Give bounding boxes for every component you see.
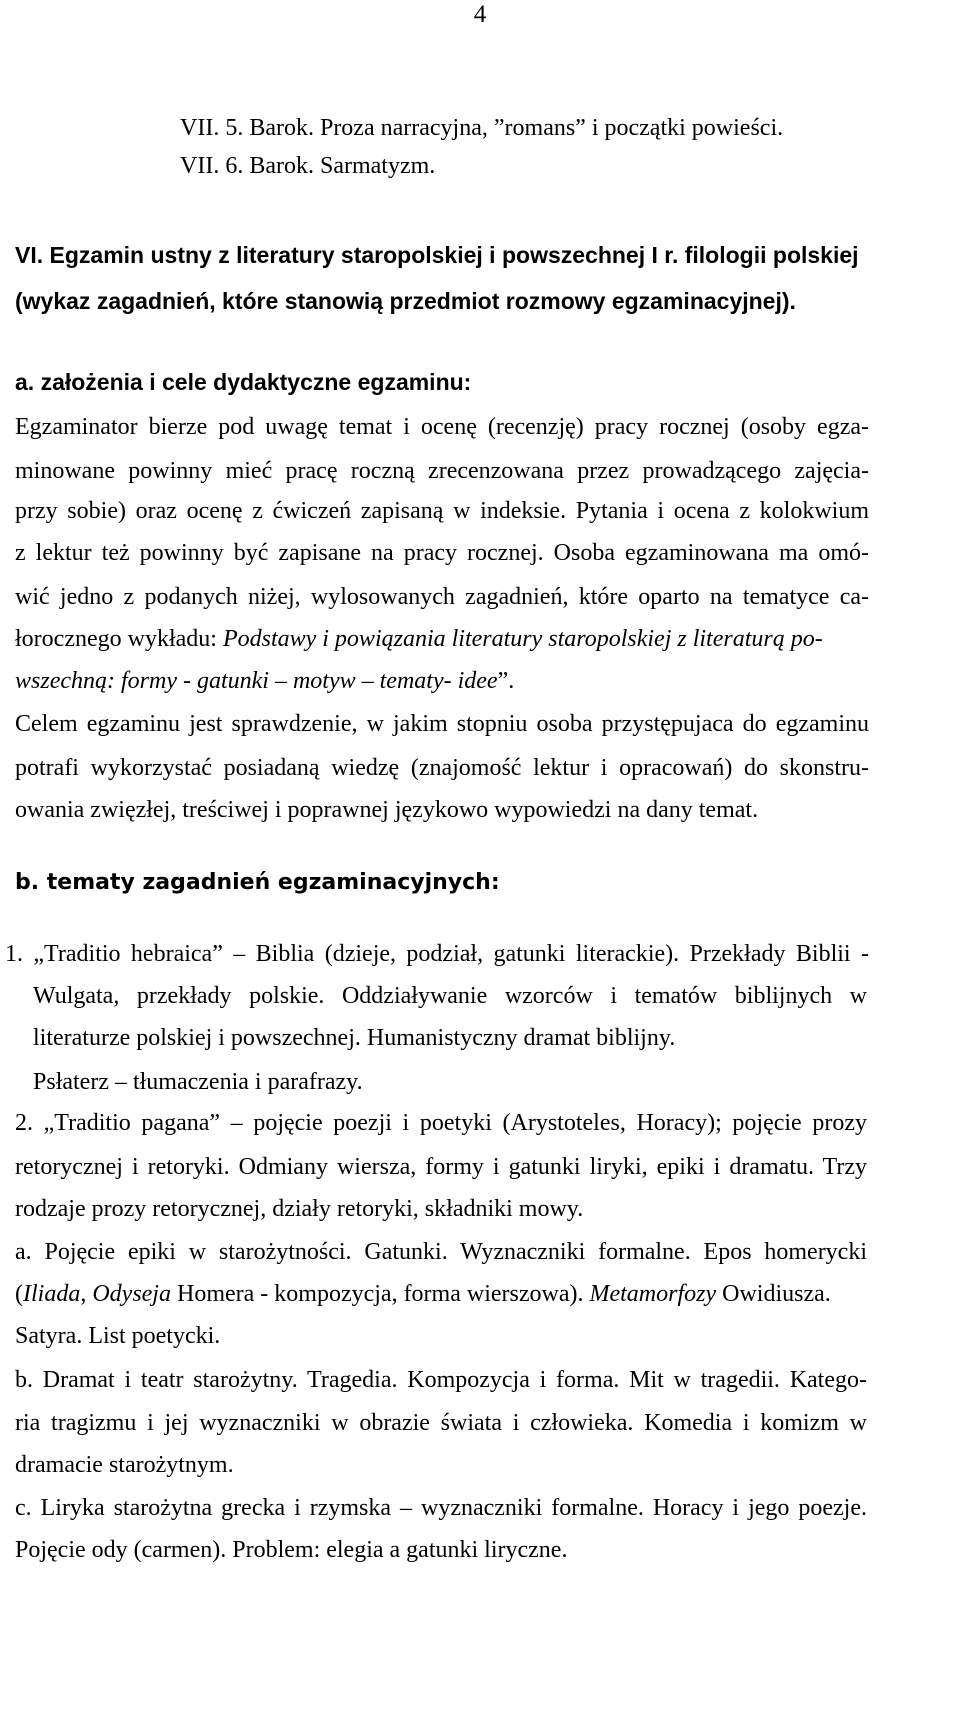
lecture-title-part-1: Podstawy i powiązania literatury staropolskiej z literaturą po- xyxy=(222,626,823,652)
section-a-line-6-start: łorocznego wykładu: xyxy=(15,626,223,652)
paren-open: ( xyxy=(15,1281,23,1307)
item-2-line-2: retorycznej i retoryki. Odmiany wiersza, formy i gatunki liryki, epiki i dramatu. Trzy xyxy=(15,1154,867,1180)
section-a-line-6 xyxy=(15,624,823,654)
section-b-heading: b. tematy zagadnień egzaminacyjnych: xyxy=(15,870,500,895)
owidiusz-text: Owidiusza. xyxy=(716,1281,831,1307)
item-2b-line-1: b. Dramat i teatr starożytny. Tragedia. Kompozycja i forma. Mit w tragedii. Katego- xyxy=(15,1367,867,1393)
section-a-line-2: minowane powinny mieć pracę roczną zrecenzowana przez prowadzącego zajęcia- xyxy=(15,458,869,484)
section-a-line-7 xyxy=(15,666,514,696)
goal-line-2: potrafi wykorzystać posiadaną wiedzę (znajomość lektur i opracowań) do skonstru- xyxy=(15,755,869,781)
section-vi-title: VI. Egzamin ustny z literatury staropolskiej i powszechnej I r. filologii polskiej xyxy=(15,242,859,268)
work-iliada: Iliada xyxy=(23,1281,81,1307)
work-odyseja: Odyseja xyxy=(92,1281,171,1307)
item-2a-line-3: Satyra. List poetycki. xyxy=(15,1323,221,1349)
section-a-line-4: z lektur też powinny być zapisane na pracy rocznej. Osoba egzaminowana ma omó- xyxy=(15,540,869,566)
item-2-line-3: rodzaje prozy retorycznej, działy retoryki, składniki mowy. xyxy=(15,1196,584,1222)
item-2a-line-1: a. Pojęcie epiki w starożytności. Gatunki. Wyznaczniki formalne. Epos homerycki xyxy=(15,1239,867,1265)
item-1-line-3: literaturze polskiej i powszechnej. Humanistyczny dramat biblijny. xyxy=(33,1025,676,1051)
item-1-line-4: Psłaterz – tłumaczenia i parafrazy. xyxy=(33,1069,363,1095)
goal-line-3: owania zwięzłej, treściwej i poprawnej językowo wypowiedzi na dany temat. xyxy=(15,797,759,823)
outline-vii-6: VII. 6. Barok. Sarmatyzm. xyxy=(180,153,436,179)
item-2-line-1: 2. „Traditio pagana” – pojęcie poezji i poetyki (Arystoteles, Horacy); pojęcie prozy xyxy=(15,1110,867,1136)
lecture-title-part-2: wszechną: formy - gatunki – motyw – tematy- idee xyxy=(15,668,498,694)
section-a-heading: a. założenia i cele dydaktyczne egzaminu: xyxy=(15,369,472,395)
section-a-line-5: wić jedno z podanych niżej, wylosowanych zagadnień, które oparto na tematyce ca- xyxy=(15,584,869,610)
work-metamorfozy: Metamorfozy xyxy=(589,1281,717,1307)
item-1-line-1: 1. „Traditio hebraica” – Biblia (dzieje, podział, gatunki literackie). Przekłady Biblii - xyxy=(5,941,869,967)
goal-line-1: Celem egzaminu jest sprawdzenie, w jakim stopniu osoba przystępujaca do egzaminu xyxy=(15,711,869,737)
item-2b-line-2: ria tragizmu i jej wyznaczniki w obrazie świata i człowieka. Komedia i komizm w xyxy=(15,1410,867,1436)
item-1-line-2: Wulgata, przekłady polskie. Oddziaływanie wzorców i tematów biblijnych w xyxy=(33,983,867,1009)
item-2b-line-3: dramacie starożytnym. xyxy=(15,1452,234,1478)
page-number: 4 xyxy=(473,1,487,28)
section-vi-subtitle: (wykaz zagadnień, które stanowią przedmiot rozmowy egzaminacyjnej). xyxy=(15,288,796,314)
section-a-line-1: Egzaminator bierze pod uwagę temat i ocenę (recenzję) pracy rocznej (osoby egza- xyxy=(15,414,869,440)
item-2a-line-2 xyxy=(15,1279,831,1309)
item-2c-line-1: c. Liryka starożytna grecka i rzymska – wyznaczniki formalne. Horacy i jego poezje. xyxy=(15,1495,867,1521)
item-2c-line-2: Pojęcie ody (carmen). Problem: elegia a gatunki liryczne. xyxy=(15,1537,568,1563)
outline-vii-5: VII. 5. Barok. Proza narracyjna, ”romans” i początki powieści. xyxy=(180,115,784,141)
comma: , xyxy=(80,1281,93,1307)
section-a-line-7-end: ”. xyxy=(497,668,515,694)
section-a-line-3: przy sobie) oraz ocenę z ćwiczeń zapisaną w indeksie. Pytania i ocena z kolokwium xyxy=(15,498,869,524)
homer-text: Homera - kompozycja, forma wierszowa). xyxy=(170,1281,590,1307)
